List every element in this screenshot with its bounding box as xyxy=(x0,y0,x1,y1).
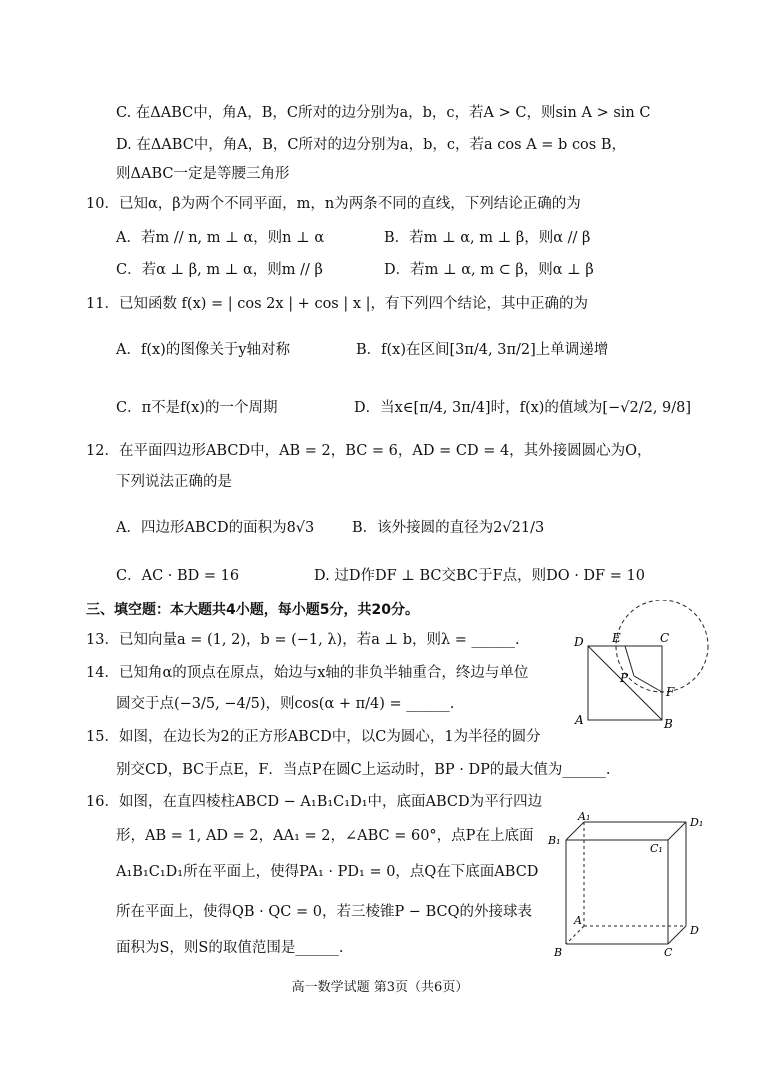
q12-option-d: D. 过D作DF ⊥ BC交BC于F点，则DO · DF = 10 xyxy=(314,568,645,584)
section-fill-in-title: 三、填空题：本大题共4小题，每小题5分，共20分。 xyxy=(86,602,419,618)
label-d1: D₁ xyxy=(690,816,704,829)
q10-option-b: B．若m ⊥ α, m ⊥ β，则α // β xyxy=(384,230,591,246)
q16-line4: 所在平面上，使得QB · QC = 0，若三棱锥P − BCQ的外接球表 xyxy=(116,904,532,920)
q10-option-d: D．若m ⊥ α, m ⊂ β，则α ⊥ β xyxy=(384,262,594,278)
q9-option-d: D. 在ΔABC中，角A，B，C所对的边分别为a，b，c，若a cos A = b cos B， xyxy=(116,137,626,153)
q15-stem: 15．如图，在边长为2的正方形ABCD中，以C为圆心，1为半径的圆分 xyxy=(86,729,541,745)
q11-option-a: A．f(x)的图像关于y轴对称 xyxy=(116,342,291,358)
q10-option-a: A．若m // n, m ⊥ α，则n ⊥ α xyxy=(116,230,325,246)
label-e: E xyxy=(612,631,621,645)
q12-stem-cont: 下列说法正确的是 xyxy=(116,474,232,490)
q11-stem: 11．已知函数 f(x) = | cos 2x | + cos | x |，有下列四个结论，其中正确的为 xyxy=(86,296,589,312)
edge-cd xyxy=(668,926,686,944)
q13: 13．已知向量a = (1, 2)，b = (−1, λ)，若a ⊥ b，则λ = ______. xyxy=(86,632,520,648)
q15-stem-cont: 别交CD，BC于点E，F．当点P在圆C上运动时，BP · DP的最大值为______. xyxy=(116,762,611,778)
edge-ab-hidden xyxy=(566,926,584,944)
edge-a1b1 xyxy=(566,822,584,840)
q16-stem: 16．如图，在直四棱柱ABCD − A₁B₁C₁D₁中，底面ABCD为平行四边 xyxy=(86,794,543,810)
q9-option-d-cont: 则ΔABC一定是等腰三角形 xyxy=(116,166,290,182)
edge-d1c1 xyxy=(668,822,686,840)
label-b: B xyxy=(664,717,673,730)
q16-line3: A₁B₁C₁D₁所在平面上，使得PA₁ · PD₁ = 0，点Q在下底面ABCD xyxy=(116,864,539,880)
label-d: D xyxy=(574,635,584,649)
page-footer: 高一数学试题 第3页（共6页） xyxy=(291,980,469,995)
label-b: B xyxy=(554,946,563,959)
q12-option-a: A．四边形ABCD的面积为8√3 xyxy=(116,520,315,536)
q11-option-c: C．π不是f(x)的一个周期 xyxy=(116,400,278,416)
label-f: F xyxy=(666,685,675,699)
label-a: A xyxy=(574,914,582,927)
q9-option-c: C. 在ΔABC中，角A，B，C所对的边分别为a，b，c，若A > C，则sin A > sin C xyxy=(116,105,651,121)
q12-stem: 12．在平面四边形ABCD中，AB = 2，BC = 6，AD = CD = 4，其外接圆圆心为O， xyxy=(86,443,652,459)
q12-option-b: B．该外接圆的直径为2√21/3 xyxy=(352,520,545,536)
q16-line5: 面积为S，则S的取值范围是______. xyxy=(116,940,344,956)
label-b1: B₁ xyxy=(548,834,561,847)
q15-figure xyxy=(570,600,720,730)
label-c: C xyxy=(660,631,670,645)
label-a1: A₁ xyxy=(578,810,591,823)
label-c1: C₁ xyxy=(650,842,663,855)
label-c: C xyxy=(664,946,673,959)
q10-option-c: C．若α ⊥ β, m ⊥ α，则m // β xyxy=(116,262,323,278)
q14-stem: 14．已知角α的顶点在原点，始边与x轴的非负半轴重合，终边与单位 xyxy=(86,665,529,681)
label-d: D xyxy=(690,924,699,937)
q10-stem: 10．已知α，β为两个不同平面，m，n为两条不同的直线，下列结论正确的为 xyxy=(86,196,581,212)
q16-line2: 形，AB = 1, AD = 2，AA₁ = 2，∠ABC = 60°，点P在上底面 xyxy=(116,828,534,844)
q11-option-d: D．当x∈[π/4, 3π/4]时，f(x)的值域为[−√2/2, 9/8] xyxy=(354,400,692,416)
q16-figure xyxy=(540,810,720,960)
label-p: P xyxy=(620,671,629,685)
q11-option-b: B．f(x)在区间[3π/4, 3π/2]上单调递增 xyxy=(356,342,609,358)
q14-stem-cont: 圆交于点(−3/5, −4/5)，则cos(α + π/4) = ______. xyxy=(116,696,455,712)
label-a: A xyxy=(575,713,584,727)
q12-option-c: C．AC · BD = 16 xyxy=(116,568,240,584)
